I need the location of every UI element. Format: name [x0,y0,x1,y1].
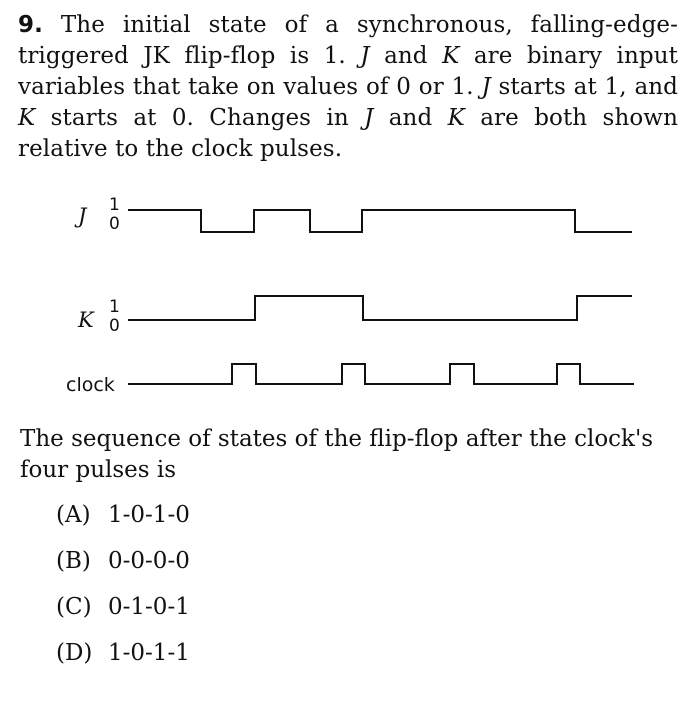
k-waveform [128,296,632,320]
option-c[interactable]: (C) 0-1-0-1 [56,594,190,620]
question-prompt: The sequence of states of the flip-flop after the clock's four pulses is [20,426,654,483]
k-level-high: 1 [109,297,120,317]
timing-diagram [0,190,694,405]
j-level-high: 1 [109,195,120,215]
clock-signal-label: clock [66,374,115,396]
j-level-low: 0 [109,214,120,234]
k-signal-label: K [78,308,94,332]
clock-waveform [128,364,634,384]
k-level-low: 0 [109,316,120,336]
question-text: 9. The initial state of a synchronous, falling-edge-triggered JK flip-flop is 1. J and K are binary input variables that take on values of 0 or 1. J starts at 1, and K starts at 0. Changes in J and K are both shown relative to the clock pulses. [18,12,679,162]
question-number: 9. [18,12,43,38]
option-d[interactable]: (D) 1-0-1-1 [56,640,190,666]
j-waveform [128,210,632,232]
option-a[interactable]: (A) 1-0-1-0 [56,502,190,528]
answer-options [56,500,190,684]
j-signal-label: J [78,204,87,228]
option-b[interactable]: (B) 0-0-0-0 [56,548,190,574]
